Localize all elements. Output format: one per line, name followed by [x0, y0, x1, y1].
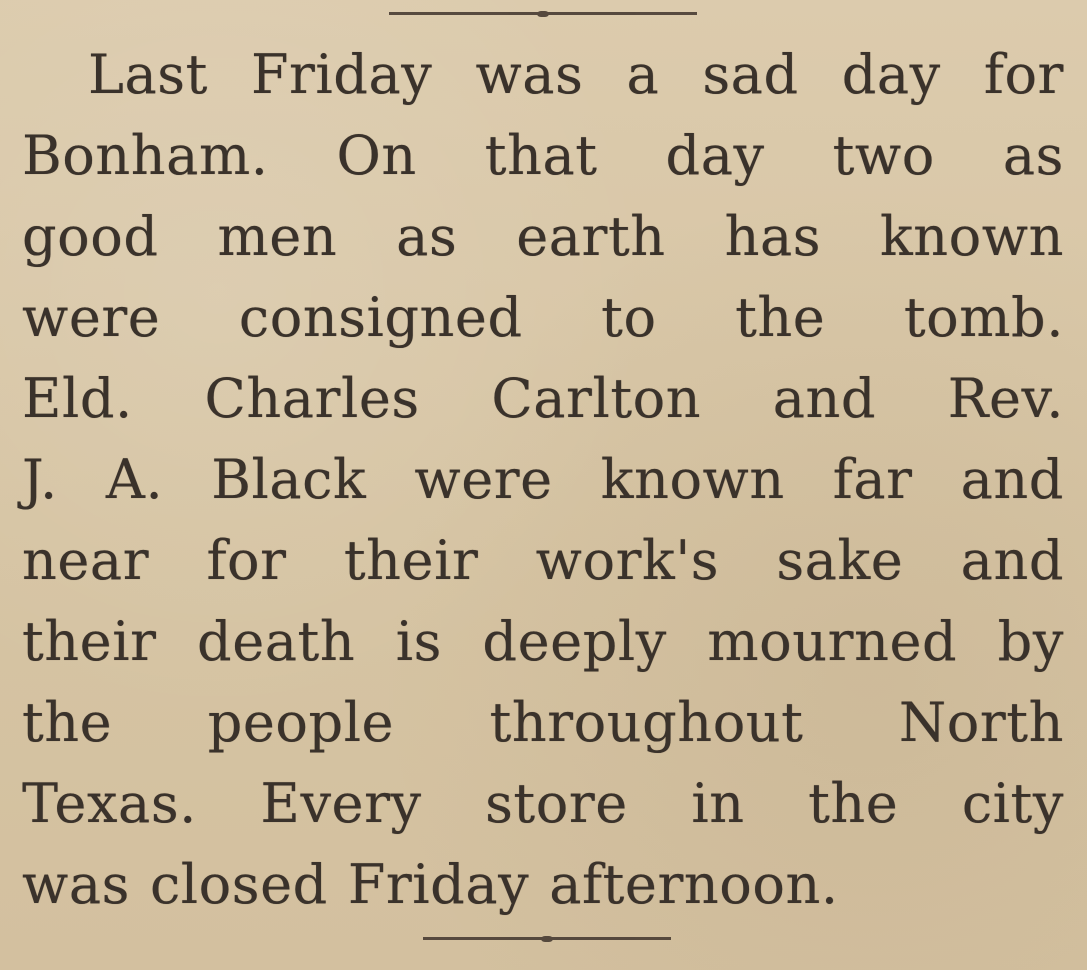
article-word: their: [22, 610, 157, 673]
article-word: deeply: [482, 610, 667, 673]
article-word: as: [396, 205, 458, 268]
article-word: good: [22, 205, 159, 268]
article-word: as: [1002, 124, 1064, 187]
article-word: Friday: [250, 43, 433, 106]
article-line-8: [22, 601, 1064, 682]
article-word: Eld.: [22, 367, 133, 430]
article-word: known: [600, 448, 785, 511]
article-word: work's: [535, 529, 720, 592]
article-line-7: [22, 520, 1064, 601]
article-word: people: [207, 691, 395, 754]
article-word: sake: [776, 529, 904, 592]
article-word: men: [217, 205, 338, 268]
article-word: On: [336, 124, 417, 187]
article-word: the: [808, 772, 899, 835]
article-word: and: [960, 529, 1064, 592]
article-line-6: [22, 439, 1064, 520]
article-word: two: [832, 124, 935, 187]
article-word: Carlton: [491, 367, 702, 430]
article-word: was: [22, 853, 130, 916]
article-line-10: [22, 763, 1064, 844]
article-word: Charles: [204, 367, 420, 430]
article-word: North: [898, 691, 1064, 754]
article-word: by: [997, 610, 1064, 673]
article-word: the: [735, 286, 826, 349]
article-word: sad: [702, 43, 799, 106]
article-word: Last: [88, 43, 208, 106]
article-word: tomb.: [903, 286, 1064, 349]
article-word: were: [22, 286, 161, 349]
article-line-2: [22, 115, 1064, 196]
article-word: consigned: [238, 286, 523, 349]
article-word: for: [206, 529, 287, 592]
article-line-4: [22, 277, 1064, 358]
article-word: Texas.: [22, 772, 197, 835]
article-word: A.: [105, 448, 164, 511]
article-line-11: [22, 844, 1064, 925]
article-word: were: [414, 448, 553, 511]
article-word: has: [724, 205, 822, 268]
article-word: store: [485, 772, 628, 835]
article-word: closed: [149, 853, 328, 916]
article-line-5: [22, 358, 1064, 439]
article-word: known: [879, 205, 1064, 268]
article-word: and: [772, 367, 877, 430]
article-word: mourned: [707, 610, 958, 673]
article-word: Friday: [347, 853, 530, 916]
article-word: in: [691, 772, 745, 835]
article-word: their: [343, 529, 479, 592]
article-word: the: [22, 691, 113, 754]
article-word: Bonham.: [22, 124, 269, 187]
article-word: Rev.: [947, 367, 1064, 430]
article-word: that: [484, 124, 598, 187]
article-word: day: [841, 43, 941, 106]
article-word: Every: [260, 772, 422, 835]
article-word: is: [395, 610, 442, 673]
article-word: afternoon.: [549, 853, 839, 916]
article-word: city: [961, 772, 1064, 835]
article-word: a: [626, 43, 660, 106]
article-word: day: [665, 124, 765, 187]
article-word: far: [832, 448, 913, 511]
article-word: and: [960, 448, 1064, 511]
article-word: J.: [22, 448, 58, 511]
article-line-3: [22, 196, 1064, 277]
bottom-ornamental-rule: [423, 937, 671, 940]
article-word: earth: [516, 205, 666, 268]
article-word: throughout: [489, 691, 804, 754]
article-word: death: [197, 610, 356, 673]
article-word: for: [983, 43, 1064, 106]
article-word: Black: [211, 448, 367, 511]
article-word: to: [601, 286, 657, 349]
article-word: near: [22, 529, 150, 592]
article-word: was: [475, 43, 584, 106]
article-line-9: [22, 682, 1064, 763]
article-paragraph: [22, 34, 1064, 925]
top-ornamental-rule: [389, 12, 697, 15]
article-line-1: [22, 34, 1064, 115]
